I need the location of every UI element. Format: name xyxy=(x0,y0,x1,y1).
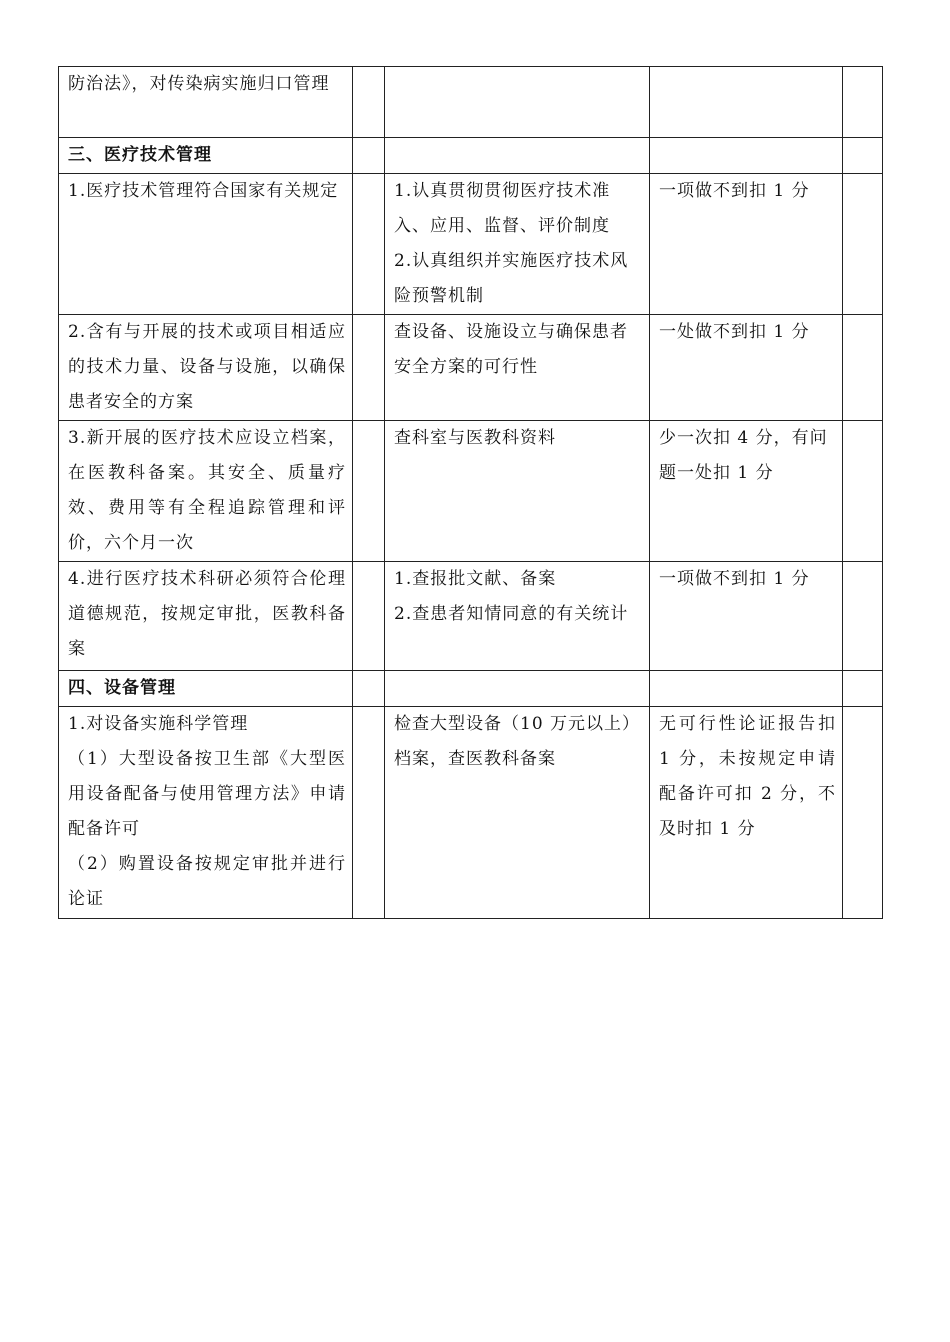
blank-cell xyxy=(650,671,843,707)
blank-cell xyxy=(650,138,843,174)
scoring-cell xyxy=(650,174,843,315)
method-cell xyxy=(385,562,650,671)
method-cell xyxy=(385,174,650,315)
criteria-cell xyxy=(59,562,353,671)
method-text: 查设备、设施设立与确保患者安全方案的可行性 xyxy=(394,322,628,377)
criteria-cell xyxy=(59,67,353,138)
blank-cell xyxy=(353,174,385,315)
method-text: 2.认真组织并实施医疗技术风险预警机制 xyxy=(394,251,629,306)
criteria-text: 1.医疗技术管理符合国家有关规定 xyxy=(68,181,339,201)
section-title: 三、医疗技术管理 xyxy=(59,138,353,174)
scoring-cell xyxy=(650,562,843,671)
blank-cell xyxy=(353,707,385,919)
blank-cell xyxy=(843,315,883,421)
blank-cell xyxy=(843,138,883,174)
blank-cell xyxy=(385,138,650,174)
criteria-text: （2）购置设备按规定审批并进行论证 xyxy=(68,854,346,909)
criteria-cell xyxy=(59,174,353,315)
table-row xyxy=(59,421,883,562)
scoring-text: 一项做不到扣 1 分 xyxy=(659,569,810,589)
scoring-text: 无可行性论证报告扣 1 分，未按规定申请配备许可扣 2 分，不及时扣 1 分 xyxy=(659,714,836,839)
criteria-text: 1.对设备实施科学管理 xyxy=(68,714,249,734)
method-cell xyxy=(385,67,650,138)
criteria-cell xyxy=(59,315,353,421)
table-row xyxy=(59,67,883,138)
blank-cell xyxy=(843,67,883,138)
section-row xyxy=(59,671,883,707)
criteria-cell xyxy=(59,707,353,919)
table-row xyxy=(59,707,883,919)
blank-cell xyxy=(843,562,883,671)
scoring-cell xyxy=(650,67,843,138)
criteria-text: 2.含有与开展的技术或项目相适应的技术力量、设备与设施，以确保患者安全的方案 xyxy=(68,322,346,412)
table-row xyxy=(59,562,883,671)
blank-cell xyxy=(353,562,385,671)
assessment-table xyxy=(58,66,883,919)
method-text: 1.认真贯彻贯彻医疗技术准入、应用、监督、评价制度 xyxy=(394,181,611,236)
criteria-cell xyxy=(59,421,353,562)
criteria-text: 4.进行医疗技术科研必须符合伦理道德规范，按规定审批，医教科备案 xyxy=(68,569,346,659)
scoring-cell xyxy=(650,707,843,919)
table-row xyxy=(59,315,883,421)
method-text: 1.查报批文献、备案 xyxy=(394,569,557,589)
scoring-cell xyxy=(650,315,843,421)
blank-cell xyxy=(843,421,883,562)
scoring-text: 一项做不到扣 1 分 xyxy=(659,181,810,201)
method-cell xyxy=(385,421,650,562)
blank-cell xyxy=(353,421,385,562)
scoring-text: 一处做不到扣 1 分 xyxy=(659,322,810,342)
table-row xyxy=(59,174,883,315)
section-row xyxy=(59,138,883,174)
blank-cell xyxy=(843,707,883,919)
blank-cell xyxy=(353,671,385,707)
blank-cell xyxy=(843,174,883,315)
method-cell xyxy=(385,707,650,919)
blank-cell xyxy=(385,671,650,707)
section-title: 四、设备管理 xyxy=(59,671,353,707)
method-cell xyxy=(385,315,650,421)
method-text: 2.查患者知情同意的有关统计 xyxy=(394,604,629,624)
blank-cell xyxy=(353,315,385,421)
blank-cell xyxy=(353,67,385,138)
criteria-text: 防治法》，对传染病实施归口管理 xyxy=(68,74,330,94)
criteria-text: （1）大型设备按卫生部《大型医用设备配备与使用管理方法》申请配备许可 xyxy=(68,749,346,839)
blank-cell xyxy=(353,138,385,174)
criteria-text: 3.新开展的医疗技术应设立档案，在医教科备案。其安全、质量疗效、费用等有全程追踪管理和评价，六个月一次 xyxy=(68,428,346,553)
scoring-cell xyxy=(650,421,843,562)
method-text: 查科室与医教科资料 xyxy=(394,428,556,448)
method-text: 检查大型设备（10 万元以上）档案，查医教科备案 xyxy=(394,714,641,769)
scoring-text: 少一次扣 4 分，有问题一处扣 1 分 xyxy=(659,428,828,483)
blank-cell xyxy=(843,671,883,707)
